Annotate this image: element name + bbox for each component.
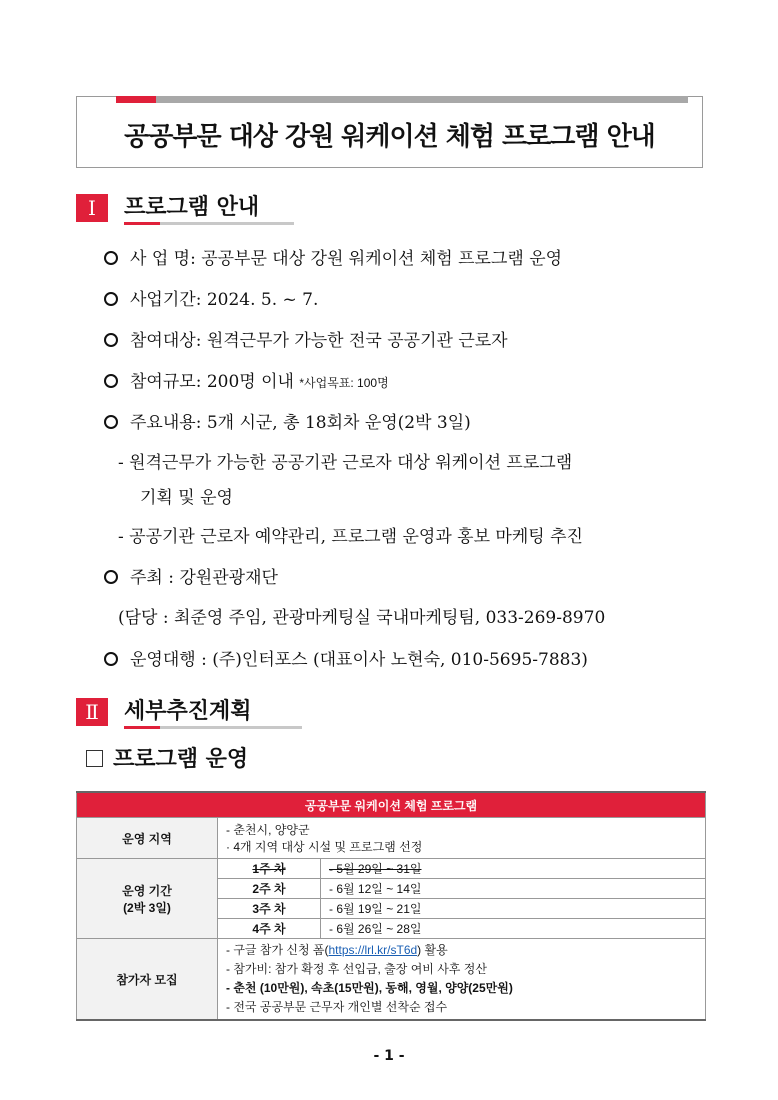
item-period: 사업기간: 2024. 5. ~ 7. — [104, 285, 318, 310]
region-line-2: · 4개 지역 대상 시설 및 프로그램 선정 — [226, 840, 423, 854]
circle-bullet-icon — [104, 333, 118, 347]
content-sub-2: - 공공기관 근로자 예약관리, 프로그램 운영과 홍보 마케팅 추진 — [118, 527, 583, 547]
recruit-cell — [218, 939, 706, 1021]
section-1-underline-accent — [124, 222, 160, 225]
scale-note: *사업목표: 100명 — [299, 376, 389, 390]
section-1-number: Ⅰ — [76, 194, 108, 222]
table-header: 공공부문 워케이션 체험 프로그램 — [77, 792, 706, 818]
section-2-number: Ⅱ — [76, 698, 108, 726]
week-2-label: 2주 차 — [218, 879, 321, 899]
signup-form-link[interactable]: https://lrl.kr/sT6d — [328, 943, 418, 957]
item-operator: 운영대행 : (주)인터포스 (대표이사 노현숙, 010-5695-7883) — [104, 645, 588, 670]
region-label: 운영 지역 — [77, 818, 218, 859]
circle-bullet-icon — [104, 570, 118, 584]
item-target: 참여대상: 원격근무가 가능한 전국 공공기관 근로자 — [104, 326, 508, 351]
week-3-dates: - 6월 19일 ~ 21일 — [321, 899, 706, 919]
recruit-line-3: - 춘천 (10만원), 속초(15만원), 동해, 영월, 양양(25만원) — [226, 981, 513, 995]
circle-bullet-icon — [104, 415, 118, 429]
program-table — [76, 791, 706, 1021]
section-2-title: 세부추진계획 — [124, 699, 252, 724]
week-1-label: 1주 차 — [218, 859, 321, 879]
recruit-line-2: - 참가비: 참가 확정 후 선입금, 출장 여비 사후 정산 — [226, 962, 487, 976]
content-sub-1-line-2: 기획 및 운영 — [140, 488, 233, 508]
region-cell — [218, 818, 706, 859]
item-content: 주요내용: 5개 시군, 총 18회차 운영(2박 3일) — [104, 408, 471, 433]
region-line-1: - 춘천시, 양양군 — [226, 823, 310, 837]
week-3-label: 3주 차 — [218, 899, 321, 919]
item-scale: 참여규모: 200명 이내 *사업목표: 100명 — [104, 367, 389, 392]
section-1-title: 프로그램 안내 — [124, 195, 260, 220]
item-business-name: 사 업 명: 공공부문 대상 강원 워케이션 체험 프로그램 운영 — [104, 244, 562, 269]
section-2-heading — [76, 694, 306, 728]
item-host: 주최 : 강원관광재단 — [104, 563, 278, 588]
week-1-dates: - 5월 29일 ~ 31일 — [321, 859, 706, 879]
content-sub-1-line-1: - 원격근무가 가능한 공공기관 근로자 대상 워케이션 프로그램 — [118, 453, 573, 473]
circle-bullet-icon — [104, 652, 118, 666]
period-label: 운영 기간 (2박 3일) — [77, 859, 218, 939]
checkbox-square-icon — [86, 750, 103, 767]
recruit-line-4: - 전국 공공부문 근무자 개인별 선착순 접수 — [226, 1000, 448, 1014]
title-accent-red — [116, 96, 156, 103]
circle-bullet-icon — [104, 251, 118, 265]
page-number: - 1 - — [373, 1048, 405, 1064]
title-accent-gray — [156, 96, 688, 103]
circle-bullet-icon — [104, 374, 118, 388]
recruit-label: 참가자 모집 — [77, 939, 218, 1021]
circle-bullet-icon — [104, 292, 118, 306]
week-4-dates: - 6월 26일 ~ 28일 — [321, 919, 706, 939]
week-4-label: 4주 차 — [218, 919, 321, 939]
section-1-heading — [76, 190, 306, 224]
item-contact: (담당 : 최준영 주임, 관광마케팅실 국내마케팅팀, 033-269-8970 — [118, 608, 606, 628]
subsection-title: 프로그램 운영 — [86, 742, 248, 773]
recruit-line-1: - 구글 참가 신청 폼(https://lrl.kr/sT6d) 활용 — [226, 943, 448, 957]
section-2-underline-accent — [124, 726, 160, 729]
week-2-dates: - 6월 12일 ~ 14일 — [321, 879, 706, 899]
page-title: 공공부문 대상 강원 워케이션 체험 프로그램 안내 — [124, 122, 655, 152]
